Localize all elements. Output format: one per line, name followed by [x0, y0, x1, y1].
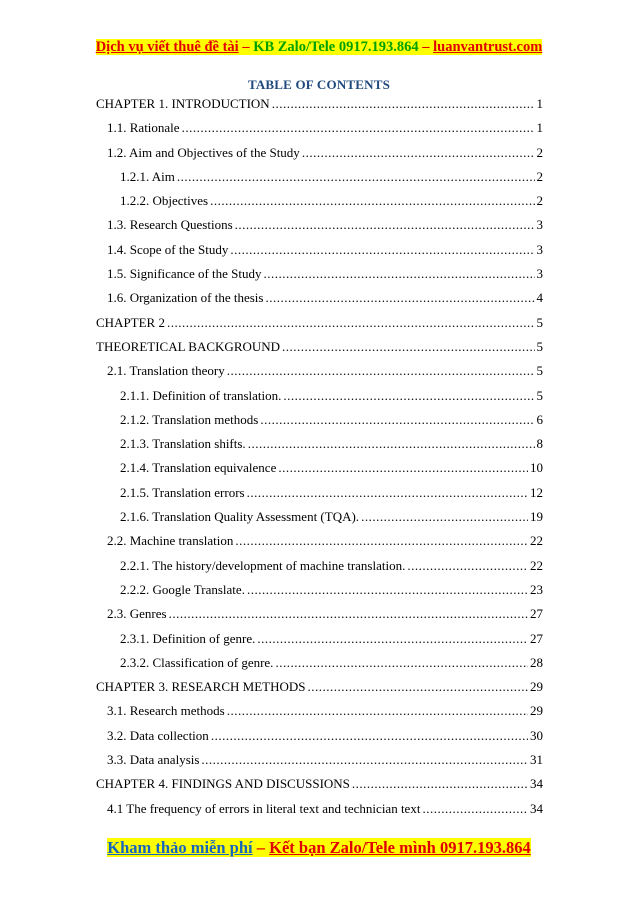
toc-page-number: 10	[530, 460, 543, 476]
toc-page-number: 3	[536, 217, 543, 233]
toc-dot-leader	[227, 704, 528, 717]
toc-entry-title: THEORETICAL BACKGROUND	[96, 338, 281, 354]
toc-entry-title: CHAPTER 2	[96, 314, 165, 330]
toc-entry[interactable]	[96, 632, 546, 656]
toc-dot-leader	[257, 632, 528, 645]
toc-dot-leader	[201, 753, 528, 766]
toc-dot-leader	[211, 729, 528, 742]
toc-page-number: 3	[536, 266, 543, 282]
toc-page-number: 29	[530, 703, 543, 719]
toc-entry-title: 2.2.1. The history/development of machine translation.	[120, 557, 406, 573]
toc-entry-title: 2.1.5. Translation errors	[120, 484, 245, 500]
toc-entry-title: 2.3. Genres	[107, 606, 167, 622]
toc-page-number: 6	[536, 411, 543, 427]
toc-dot-leader	[282, 340, 534, 353]
toc-page-number: 2	[536, 168, 543, 184]
toc-entry[interactable]	[96, 729, 546, 753]
banner-service-text: Dịch vụ viết thuê đề tài	[95, 39, 239, 55]
footer-contact-text: Kết bạn Zalo/Tele mình 0917.193.864	[269, 838, 531, 857]
toc-entry[interactable]	[96, 243, 546, 267]
banner-contact-text: KB Zalo/Tele 0917.193.864	[253, 39, 419, 55]
toc-entry-title: 2.3.2. Classification of genre.	[120, 654, 274, 670]
toc-page-number: 12	[530, 484, 543, 500]
toc-entry-title: 1.2.2. Objectives	[120, 193, 209, 209]
toc-page-number: 22	[530, 557, 543, 573]
toc-dot-leader	[235, 218, 535, 231]
toc-dot-leader	[210, 194, 534, 207]
toc-page-number: 2	[536, 144, 543, 160]
footer-banner	[0, 837, 638, 859]
toc-page-number: 8	[536, 436, 543, 452]
toc-entry[interactable]	[96, 680, 546, 704]
toc-entry[interactable]	[96, 510, 546, 534]
toc-entry-title: 2.1.4. Translation equivalence	[120, 460, 277, 476]
toc-entry[interactable]	[96, 777, 546, 801]
toc-page-number: 29	[530, 679, 543, 695]
toc-entry[interactable]	[96, 437, 546, 461]
toc-dot-leader	[247, 486, 528, 499]
footer-separator: –	[252, 838, 270, 857]
toc-entry[interactable]	[96, 340, 546, 364]
toc-entry[interactable]	[96, 316, 546, 340]
toc-entry[interactable]	[96, 194, 546, 218]
banner-separator: –	[238, 39, 254, 55]
toc-entry[interactable]	[96, 413, 546, 437]
toc-entry[interactable]	[96, 389, 546, 413]
toc-dot-leader	[264, 267, 535, 280]
toc-entry-title: 2.1.6. Translation Quality Assessment (TQA).	[120, 509, 360, 525]
toc-entry[interactable]	[96, 583, 546, 607]
toc-dot-leader	[247, 583, 528, 596]
toc-entry[interactable]	[96, 753, 546, 777]
toc-page-number: 34	[530, 800, 543, 816]
toc-page-number: 5	[536, 314, 543, 330]
toc-entry[interactable]	[96, 97, 546, 121]
toc-dot-leader	[167, 316, 535, 329]
toc-page-number: 34	[530, 776, 543, 792]
toc-entry[interactable]	[96, 656, 546, 680]
footer-free-reference-text: Kham thảo miễn phí	[107, 838, 253, 857]
toc-entry-title: CHAPTER 4. FINDINGS AND DISCUSSIONS	[96, 776, 350, 792]
toc-entry[interactable]	[96, 291, 546, 315]
toc-dot-leader	[352, 777, 528, 790]
toc-page-number: 1	[536, 96, 543, 111]
toc-page-number: 22	[530, 533, 543, 549]
toc-page-number: 1	[536, 120, 543, 136]
toc-entry[interactable]	[96, 559, 546, 583]
toc-page-number: 5	[536, 363, 543, 379]
banner-website-link[interactable]: luanvantrust.com	[433, 39, 543, 55]
toc-entry[interactable]	[96, 607, 546, 631]
toc-page-number: 23	[530, 581, 543, 597]
toc-entry[interactable]	[96, 170, 546, 194]
toc-dot-leader	[302, 146, 535, 159]
toc-entry-title: 3.1. Research methods	[107, 703, 225, 719]
toc-dot-leader	[230, 243, 534, 256]
toc-entry-title: 2.2.2. Google Translate.	[120, 581, 245, 597]
toc-entry-title: 3.2. Data collection	[107, 727, 209, 743]
toc-dot-leader	[265, 291, 534, 304]
header-banner	[0, 37, 638, 57]
toc-dot-leader	[272, 97, 535, 110]
toc-entry-title: 1.5. Significance of the Study	[107, 266, 262, 282]
toc-dot-leader	[169, 607, 528, 620]
toc-dot-leader	[278, 461, 528, 474]
toc-page-number: 5	[536, 387, 543, 403]
toc-dot-leader	[227, 364, 535, 377]
toc-dot-leader	[260, 413, 534, 426]
toc-entry-title: 1.6. Organization of the thesis	[107, 290, 264, 306]
toc-page-number: 31	[530, 752, 543, 768]
toc-dot-leader	[248, 437, 535, 450]
toc-page-number: 30	[530, 727, 543, 743]
toc-entry-title: 2.1.3. Translation shifts.	[120, 436, 246, 452]
toc-entry-title: 2.2. Machine translation	[107, 533, 234, 549]
toc-entry-title: 1.3. Research Questions	[107, 217, 233, 233]
toc-entry[interactable]	[96, 802, 546, 826]
toc-page-number: 28	[530, 654, 543, 670]
toc-dot-leader	[235, 534, 528, 547]
toc-entry-title: 1.4. Scope of the Study	[107, 241, 229, 257]
toc-page-number: 3	[536, 241, 543, 257]
toc-page-number: 5	[536, 338, 543, 354]
toc-entry-title: CHAPTER 1. INTRODUCTION	[96, 96, 270, 111]
toc-entry-title: 3.3. Data analysis	[107, 752, 200, 768]
toc-dot-leader	[177, 170, 535, 183]
toc-page-number: 19	[530, 509, 543, 525]
toc-entry-title: 2.1.2. Translation methods	[120, 411, 259, 427]
toc-dot-leader	[422, 802, 528, 815]
toc-page-number: 2	[536, 193, 543, 209]
toc-entry[interactable]	[96, 534, 546, 558]
toc-entry-title: 4.1 The frequency of errors in literal text and technician text	[107, 800, 421, 816]
toc-entry[interactable]	[96, 267, 546, 291]
toc-entry-title: 1.2.1. Aim	[120, 168, 175, 184]
toc-entry[interactable]	[96, 486, 546, 510]
toc-entry-title: 2.1. Translation theory	[107, 363, 225, 379]
toc-entry[interactable]	[96, 146, 546, 170]
toc-entry-title: CHAPTER 3. RESEARCH METHODS	[96, 679, 306, 695]
toc-entry[interactable]	[96, 461, 546, 485]
banner-separator: –	[418, 39, 434, 55]
toc-entry-title: 1.2. Aim and Objectives of the Study	[107, 144, 300, 160]
toc-title: TABLE OF CONTENTS	[247, 77, 391, 92]
toc-entry[interactable]	[96, 704, 546, 728]
toc-entry[interactable]	[96, 121, 546, 145]
toc-entry[interactable]	[96, 364, 546, 388]
toc-dot-leader	[283, 389, 534, 402]
toc-dot-leader	[275, 656, 528, 669]
toc-page-number: 27	[530, 630, 543, 646]
toc-entry[interactable]	[96, 218, 546, 242]
table-of-contents	[96, 97, 546, 826]
toc-dot-leader	[361, 510, 528, 523]
toc-dot-leader	[407, 559, 528, 572]
toc-dot-leader	[182, 121, 535, 134]
toc-page-number: 4	[536, 290, 543, 306]
toc-dot-leader	[307, 680, 528, 693]
toc-entry-title: 1.1. Rationale	[107, 120, 180, 136]
toc-entry-title: 2.1.1. Definition of translation.	[120, 387, 282, 403]
toc-entry-title: 2.3.1. Definition of genre.	[120, 630, 256, 646]
toc-page-number: 27	[530, 606, 543, 622]
